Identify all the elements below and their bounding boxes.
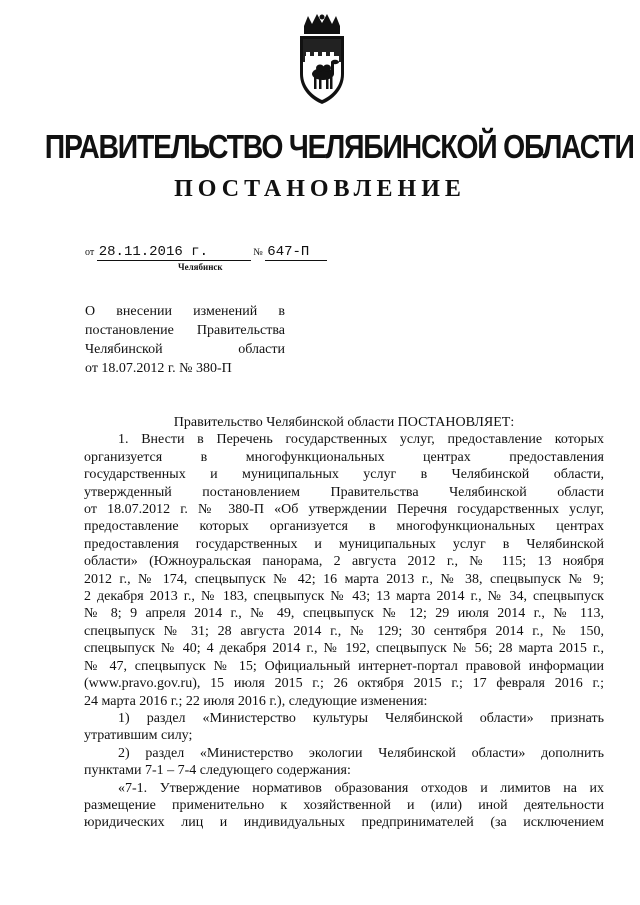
body-line: 2 декабря 2013 г., № 183, спецвыпуск № 43; 13 марта 2014 г., № 34, спецвыпуск: [84, 589, 604, 605]
body-line: спецвыпуск № 31; 28 августа 2014 г., № 129; 30 сентября 2014 г., № 150,: [84, 623, 604, 639]
body-line: пунктами 7-1 – 7-4 следующего содержания:: [84, 763, 351, 779]
subject-line: постановление Правительства: [85, 323, 285, 338]
body-line: государственных и муниципальных услуг в Челябинской области,: [84, 467, 604, 483]
body-line: утвержденный постановлением Правительства Челябинской области: [84, 484, 604, 500]
document-type-title: ПОСТАНОВЛЕНИЕ: [174, 176, 466, 202]
body-line: предоставление которых организуется в многофункциональных центрах: [84, 519, 604, 535]
document-city: Челябинск: [178, 262, 223, 272]
body-line: спецвыпуск № 40; 4 декабря 2014 г., № 192, спецвыпуск № 56; 28 марта 2015 г.,: [84, 641, 604, 657]
body-line: 1) раздел «Министерство культуры Челябинской области» признать: [118, 710, 604, 726]
body-line: 1. Внести в Перечень государственных услуг, предоставление которых: [118, 432, 604, 448]
body-line: от 18.07.2012 г. № 380-П «Об утверждении Перечня государственных услуг,: [84, 502, 604, 518]
body-line: юридических лиц и индивидуальных предпринимателей (за исключением: [84, 815, 604, 831]
document-number: 647-П: [265, 244, 327, 261]
subject-line: от 18.07.2012 г. № 380-П: [85, 361, 232, 376]
subject-line: О внесении изменений в: [85, 304, 285, 319]
document-subject: [85, 302, 285, 378]
date-label: от: [85, 247, 95, 258]
body-line: размещение применительно к хозяйственной и (или) иной деятельности: [84, 797, 604, 813]
body-line: утратившим силу;: [84, 728, 193, 744]
subject-line: Челябинской области: [85, 342, 285, 357]
number-label: №: [253, 247, 263, 258]
body-line: 2) раздел «Министерство экологии Челябинской области» дополнить: [118, 745, 604, 761]
body-line: (www.pravo.gov.ru), 15 июля 2015 г.; 26 октября 2015 г.; 17 февраля 2016 г.;: [84, 676, 604, 692]
document-meta-row: [85, 244, 327, 261]
government-title: ПРАВИТЕЛЬСТВО ЧЕЛЯБИНСКОЙ ОБЛАСТИ: [44, 128, 634, 165]
body-line: организуется в многофункциональных центрах предоставления: [84, 449, 604, 465]
body-line: 24 марта 2016 г.; 22 июля 2016 г.), следующие изменения:: [84, 693, 428, 709]
coat-of-arms-icon: [290, 14, 354, 106]
body-line: области» (Южноуральская панорама, 2 августа 2012 г., № 115; 13 ноября: [84, 554, 604, 570]
body-line: 2012 г., № 174, спецвыпуск № 42; 16 марта 2013 г., № 38, спецвыпуск № 9;: [84, 571, 604, 587]
body-line: № 47, спецвыпуск № 15; Официальный интернет-портал правовой информации: [84, 658, 604, 674]
document-body: [84, 414, 604, 832]
body-line: «7-1. Утверждение нормативов образования отходов и лимитов на их: [118, 780, 604, 796]
body-line: Правительство Челябинской области ПОСТАНОВЛЯЕТ:: [173, 415, 515, 430]
body-line: № 8; 9 апреля 2014 г., № 49, спецвыпуск № 12; 29 июля 2014 г., № 113,: [84, 606, 604, 622]
document-date: 28.11.2016 г.: [97, 244, 251, 261]
body-line: предоставления государственных и муниципальных услуг в Челябинской: [84, 536, 604, 552]
